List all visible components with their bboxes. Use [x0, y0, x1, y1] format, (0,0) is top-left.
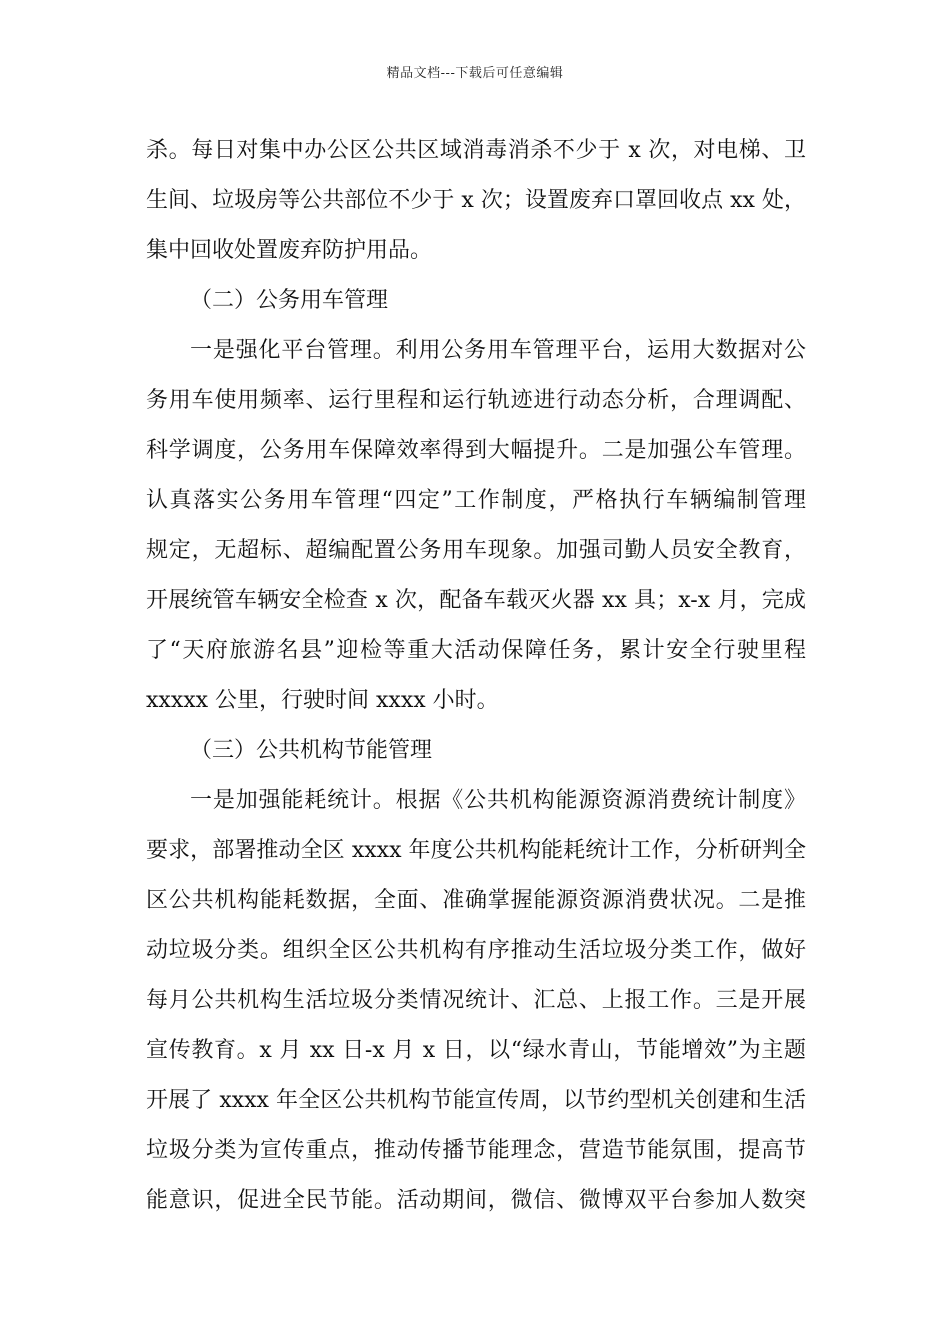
body-line: 要求，部署推动全区 xxxx 年度公共机构能耗统计工作，分析研判全 — [146, 838, 806, 863]
body-line: 垃圾分类为宣传重点，推动传播节能理念，营造节能氛围，提高节 — [146, 1138, 806, 1163]
body-line: 杀。每日对集中办公区公共区域消毒消杀不少于 x 次，对电梯、卫 — [146, 138, 806, 163]
body-line: 一是加强能耗统计。根据《公共机构能源资源消费统计制度》 — [190, 788, 806, 813]
body-line: 认真落实公务用车管理“四定”工作制度，严格执行车辆编制管理 — [146, 488, 806, 513]
section-heading-official-vehicles: （二）公务用车管理 — [190, 288, 389, 313]
body-line: 一是强化平台管理。利用公务用车管理平台，运用大数据对公 — [190, 338, 806, 363]
document-body — [146, 126, 806, 1226]
body-line: 区公共机构能耗数据，全面、准确掌握能源资源消费状况。二是推 — [146, 888, 806, 913]
body-line: 宣传教育。x 月 xx 日-x 月 x 日，以“绿水青山，节能增效”为主题 — [146, 1038, 806, 1063]
body-line: 科学调度，公务用车保障效率得到大幅提升。二是加强公车管理。 — [146, 438, 806, 463]
body-line: 每月公共机构生活垃圾分类情况统计、汇总、上报工作。三是开展 — [146, 988, 806, 1013]
page-header: 精品文档---下载后可任意编辑 — [386, 66, 564, 81]
body-line: 能意识，促进全民节能。活动期间，微信、微博双平台参加人数突 — [146, 1188, 806, 1213]
body-line: 开展了 xxxx 年全区公共机构节能宣传周，以节约型机关创建和生活 — [146, 1088, 806, 1113]
body-line: 生间、垃圾房等公共部位不少于 x 次；设置废弃口罩回收点 xx 处， — [146, 188, 806, 213]
body-line: 开展统管车辆安全检查 x 次，配备车载灭火器 xx 具；x-x 月，完成 — [146, 588, 806, 613]
body-line: xxxxx 公里，行驶时间 xxxx 小时。 — [146, 688, 499, 713]
section-heading-energy-saving: （三）公共机构节能管理 — [190, 738, 433, 763]
body-line: 务用车使用频率、运行里程和运行轨迹进行动态分析，合理调配、 — [146, 388, 806, 413]
body-line: 动垃圾分类。组织全区公共机构有序推动生活垃圾分类工作，做好 — [146, 938, 806, 963]
body-line: 规定，无超标、超编配置公务用车现象。加强司勤人员安全教育， — [146, 538, 806, 563]
body-line: 集中回收处置废弃防护用品。 — [146, 238, 433, 263]
body-line: 了“天府旅游名县”迎检等重大活动保障任务，累计安全行驶里程 — [146, 638, 806, 663]
